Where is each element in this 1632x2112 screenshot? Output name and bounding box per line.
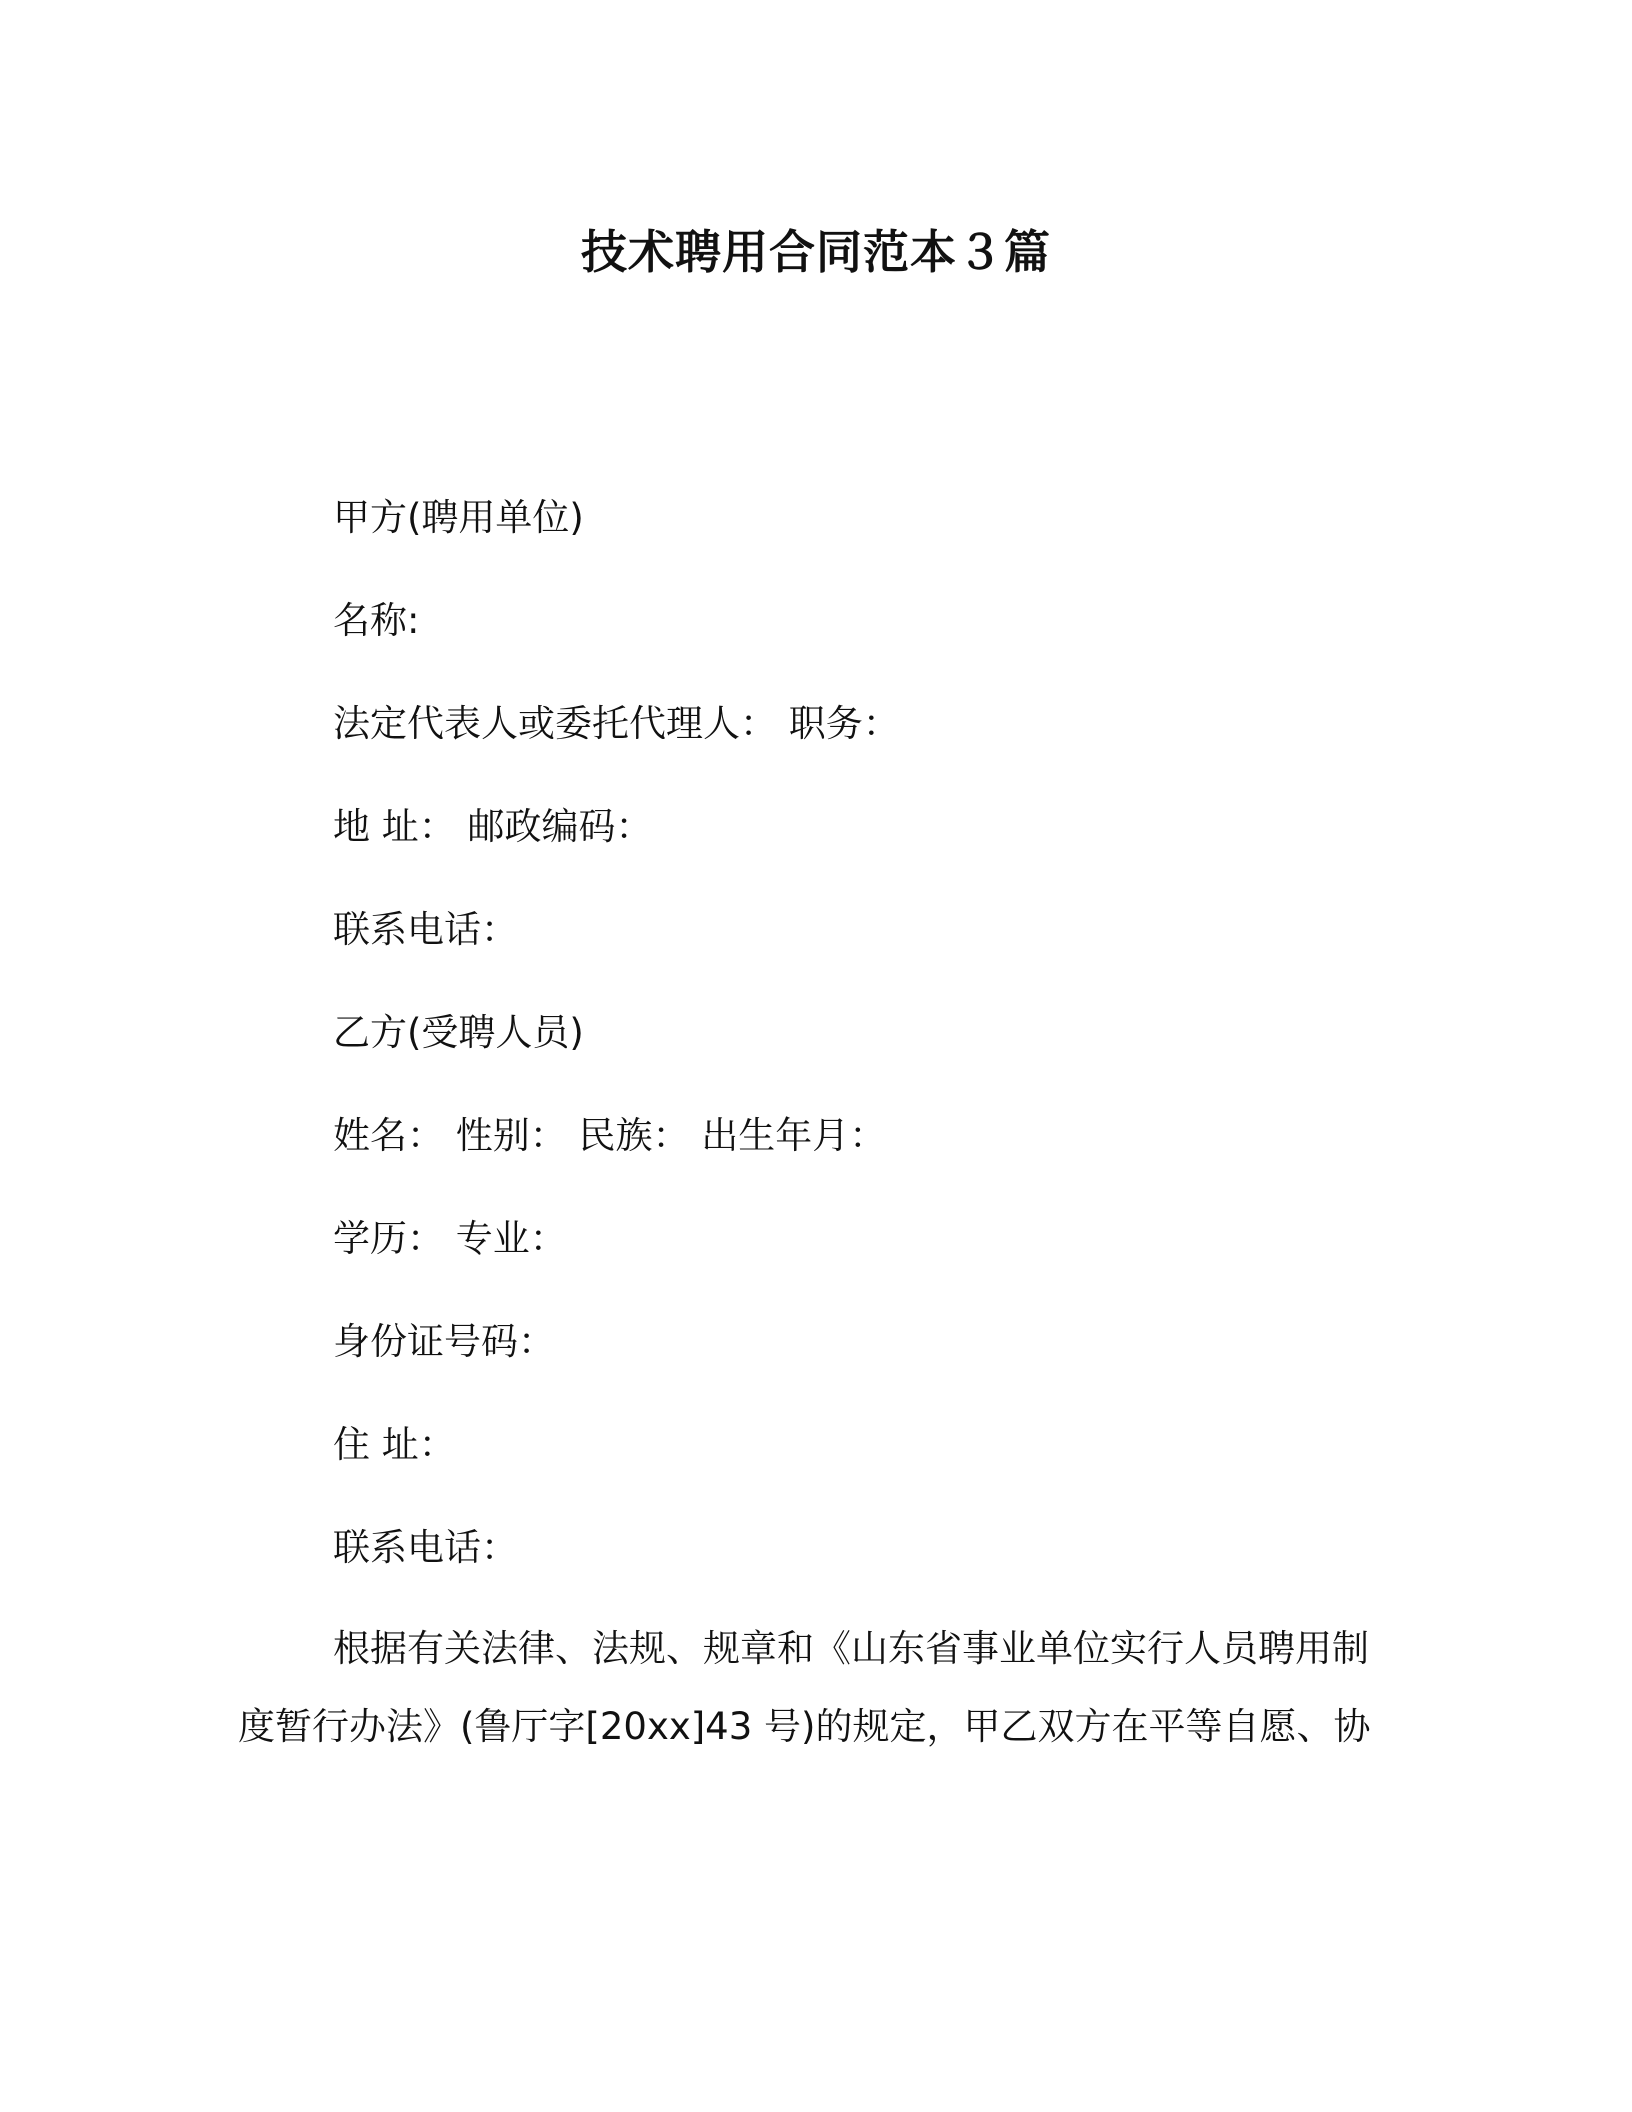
paragraph-line-1: 根据有关法律、法规、规章和《山东省事业单位实行人员聘用制 bbox=[333, 1627, 1369, 1670]
party-b-address-field: 住 址： bbox=[333, 1423, 456, 1466]
party-b-education-field: 学历： 专业： bbox=[333, 1217, 567, 1260]
party-b-id-number-field: 身份证号码： bbox=[333, 1320, 555, 1363]
party-b-heading: 乙方(受聘人员) bbox=[333, 1011, 584, 1054]
party-a-address-field: 地 址： 邮政编码： bbox=[333, 805, 653, 848]
party-a-representative-field: 法定代表人或委托代理人： 职务： bbox=[333, 702, 900, 745]
party-a-name-field: 名称: bbox=[333, 599, 420, 642]
party-a-heading: 甲方(聘用单位) bbox=[333, 496, 584, 539]
document-title: 技术聘用合同范本３篇 bbox=[581, 225, 1051, 279]
paragraph-line-2: 度暂行办法》(鲁厅字[20xx]43 号)的规定，甲乙双方在平等自愿、协 bbox=[238, 1705, 1371, 1748]
party-a-phone-field: 联系电话： bbox=[333, 908, 518, 951]
party-b-phone-field: 联系电话： bbox=[333, 1526, 518, 1569]
contract-body-paragraph bbox=[238, 1610, 1398, 1766]
party-b-personal-field: 姓名： 性别： 民族： 出生年月： bbox=[333, 1114, 887, 1157]
